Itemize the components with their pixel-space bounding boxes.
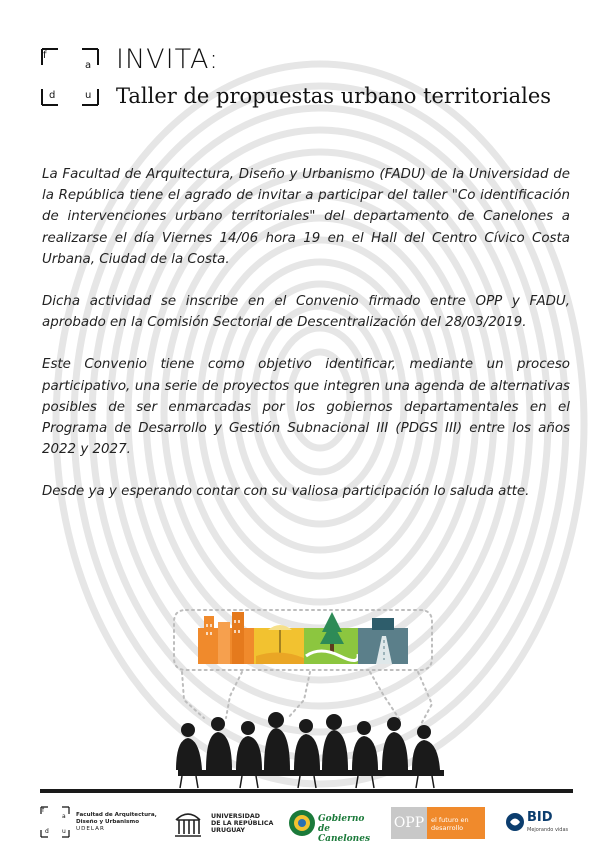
logo-letter-u: u bbox=[85, 90, 92, 101]
table-icon bbox=[178, 770, 444, 776]
fadu-line-2: Diseño y Urbanismo bbox=[76, 819, 140, 825]
logo-letter-d: d bbox=[49, 90, 56, 101]
people-silhouettes-icon bbox=[176, 712, 440, 770]
udelar-text bbox=[211, 813, 273, 834]
bid-emblem-icon bbox=[505, 811, 525, 833]
canelones-logo bbox=[288, 804, 378, 842]
opp-tagline-line-1: el futuro en bbox=[431, 816, 469, 824]
fadu-small-logo-icon bbox=[40, 806, 70, 838]
udelar-logo bbox=[173, 804, 283, 842]
chair-legs-icon bbox=[180, 776, 434, 788]
small-logo-letter-a: a bbox=[62, 813, 66, 820]
opp-logo bbox=[391, 804, 486, 842]
canelones-text bbox=[318, 814, 378, 844]
beach-scene-icon bbox=[254, 625, 304, 664]
canelones-emblem-icon bbox=[288, 806, 316, 840]
udelar-line-2: DE LA REPÚBLICA bbox=[211, 820, 274, 827]
event-subtitle: Taller de propuestas urbano territoriales bbox=[116, 84, 552, 108]
opp-tagline-line-2: desarrollo bbox=[431, 824, 464, 832]
paragraph-closing: Desde ya y esperando contar con su valiosa participación lo saluda atte. bbox=[42, 484, 530, 500]
udelar-line-1: UNIVERSIDAD bbox=[211, 813, 260, 820]
bid-tagline: Mejorando vidas bbox=[527, 827, 569, 833]
small-logo-letter-d: d bbox=[45, 828, 49, 835]
bid-name: BID bbox=[527, 810, 553, 825]
header bbox=[40, 44, 600, 114]
bid-logo bbox=[505, 804, 575, 842]
nature-scene-icon bbox=[304, 612, 358, 664]
invitation-body bbox=[42, 164, 570, 524]
fadu-logo bbox=[40, 47, 100, 107]
footer-divider bbox=[40, 789, 573, 793]
city-scene-icon bbox=[198, 612, 254, 664]
fadu-line-1: Facultad de Arquitectura, bbox=[76, 812, 157, 818]
invitation-title: INVITA: bbox=[116, 44, 220, 75]
university-building-icon bbox=[173, 806, 203, 840]
canelones-line-1: Gobierno de bbox=[318, 814, 365, 834]
paragraph-invitation: La Facultad de Arquitectura, Diseño y Urbanismo (FADU) de la Universidad de la República tiene el agrado de invitar a participar del taller "Co identificación de intervenciones urbano territoriales" del departamento de Canelones a realizarse el día Viernes 14/06 hora 19 en el Hall del Centro Cívico Costa Urbana, Ciudad de la Costa. bbox=[42, 167, 570, 267]
small-logo-letter-f: f bbox=[42, 807, 45, 814]
road-scene-icon bbox=[358, 618, 408, 664]
fadu-footer-logo bbox=[38, 804, 163, 842]
fadu-footer-text bbox=[76, 812, 157, 833]
canelones-line-2: Canelones bbox=[318, 834, 371, 844]
logo-letter-a: a bbox=[85, 60, 92, 71]
participation-illustration bbox=[170, 600, 450, 790]
fadu-line-3: UDELAR bbox=[76, 826, 105, 832]
small-logo-letter-u: u bbox=[62, 828, 66, 835]
paragraph-agreement: Dicha actividad se inscribe en el Convenio firmado entre OPP y FADU, aprobado en la Comisión Sectorial de Descentralización del 28/03/2019. bbox=[42, 294, 570, 331]
udelar-line-3: URUGUAY bbox=[211, 827, 245, 834]
logo-letter-f: f bbox=[43, 50, 47, 61]
opp-label: OPP bbox=[391, 807, 427, 839]
sponsor-logos bbox=[38, 804, 578, 844]
paragraph-objective: Este Convenio tiene como objetivo identificar, mediante un proceso participativo, una serie de proyectos que integren una agenda de alternativas posibles de ser enmarcadas por los gobiernos departamentales en el Programa de Desarrollo y Gestión Subnacional III (PDGS III) entre los años 2022 y 2027. bbox=[42, 357, 570, 458]
opp-tagline bbox=[427, 807, 485, 839]
